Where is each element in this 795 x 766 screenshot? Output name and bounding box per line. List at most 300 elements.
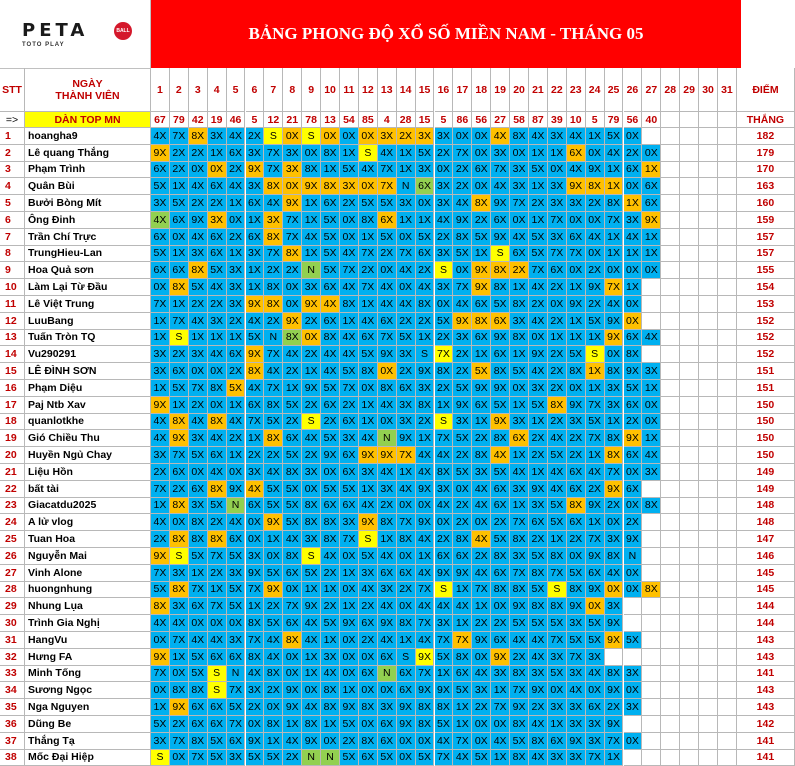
day-result-cell: 9X — [302, 733, 321, 750]
day-result-cell: N — [624, 548, 643, 565]
day-result-cell — [642, 682, 661, 699]
row-stt: 30 — [0, 615, 25, 632]
day-result-cell: 9X — [567, 733, 586, 750]
day-result-cell: 9X — [378, 615, 397, 632]
day-result-cell: 3X — [151, 447, 170, 464]
day-result-cell: 0X — [642, 397, 661, 414]
day-result-cell: 7X — [453, 145, 472, 162]
top-row-number — [661, 112, 680, 128]
day-result-cell: 2X — [529, 296, 548, 313]
member-name: Trình Gia Nghị — [25, 615, 151, 632]
day-result-cell: 7X — [510, 195, 529, 212]
member-name: A lử vlog — [25, 514, 151, 531]
day-result-cell — [661, 195, 680, 212]
day-result-cell: 4X — [491, 128, 510, 145]
day-result-cell: 8X — [586, 178, 605, 195]
day-result-cell: 6X — [378, 313, 397, 330]
day-result-cell: 1X — [510, 447, 529, 464]
day-result-cell: 5X — [151, 246, 170, 263]
day-result-cell: 1X — [227, 246, 246, 263]
header-day: 11 — [340, 68, 359, 112]
day-result-cell: 1X — [605, 178, 624, 195]
day-result-cell: 6X — [642, 195, 661, 212]
day-result-cell: 5X — [189, 447, 208, 464]
day-result-cell: 8X — [264, 397, 283, 414]
day-result-cell: 5X — [586, 615, 605, 632]
day-result-cell — [661, 246, 680, 263]
day-result-cell: 3X — [567, 716, 586, 733]
day-result-cell: 6X — [208, 246, 227, 263]
day-result-cell: 3X — [227, 632, 246, 649]
day-result-cell — [718, 582, 737, 599]
day-result-cell — [699, 229, 718, 246]
day-result-cell: 4X — [567, 162, 586, 179]
top-row-number: 19 — [208, 112, 227, 128]
day-result-cell: 5X — [283, 447, 302, 464]
day-result-cell — [624, 750, 643, 766]
day-result-cell: 7X — [189, 380, 208, 397]
day-result-cell: 1X — [605, 229, 624, 246]
day-result-cell: 9X — [605, 632, 624, 649]
day-result-cell: 4X — [321, 548, 340, 565]
day-result-cell: 3X — [359, 464, 378, 481]
day-result-cell: 3X — [567, 750, 586, 766]
day-result-cell: 1X — [151, 313, 170, 330]
day-result-cell: 9X — [302, 296, 321, 313]
day-result-cell — [680, 296, 699, 313]
day-result-cell — [661, 699, 680, 716]
day-result-cell: 9X — [567, 598, 586, 615]
day-result-cell: 0X — [378, 682, 397, 699]
member-name: Thắng Tạ — [25, 733, 151, 750]
day-result-cell: 5X — [586, 632, 605, 649]
day-result-cell: 3X — [548, 699, 567, 716]
day-result-cell: 1X — [246, 279, 265, 296]
day-result-cell: 1X — [302, 212, 321, 229]
day-result-cell — [718, 464, 737, 481]
day-result-cell — [718, 531, 737, 548]
day-result-cell — [718, 666, 737, 683]
row-stt: 5 — [0, 195, 25, 212]
member-score: 144 — [737, 598, 795, 615]
day-result-cell: 3X — [548, 750, 567, 766]
day-result-cell: 8X — [416, 397, 435, 414]
day-result-cell: 0X — [340, 632, 359, 649]
day-result-cell: 3X — [642, 464, 661, 481]
day-result-cell: 0X — [246, 531, 265, 548]
day-result-cell: 9X — [378, 346, 397, 363]
day-result-cell: 8X — [359, 363, 378, 380]
header-score: ĐIỂM — [737, 68, 795, 112]
day-result-cell: 5X — [359, 195, 378, 212]
day-result-cell: 3X — [321, 649, 340, 666]
day-result-cell: 7X — [264, 162, 283, 179]
day-result-cell: 8X — [510, 750, 529, 766]
day-result-cell: N — [264, 330, 283, 347]
day-result-cell: 6X — [491, 498, 510, 515]
day-result-cell: 9X — [586, 279, 605, 296]
day-result-cell: 3X — [435, 246, 454, 263]
day-result-cell: 2X — [548, 313, 567, 330]
day-result-cell: S — [435, 582, 454, 599]
day-result-cell: 6X — [378, 212, 397, 229]
day-result-cell: 9X — [151, 397, 170, 414]
day-result-cell: 3X — [453, 330, 472, 347]
day-result-cell: 1X — [472, 598, 491, 615]
day-result-cell: 1X — [321, 716, 340, 733]
member-score: 150 — [737, 414, 795, 431]
day-result-cell: 1X — [642, 229, 661, 246]
header-day: 15 — [416, 68, 435, 112]
day-result-cell: N — [227, 498, 246, 515]
day-result-cell: 3X — [189, 246, 208, 263]
day-result-cell: 6X — [227, 531, 246, 548]
day-result-cell: 8X — [302, 162, 321, 179]
day-result-cell: 1X — [510, 279, 529, 296]
day-result-cell: 0X — [170, 666, 189, 683]
header-day: 28 — [661, 68, 680, 112]
day-result-cell: 1X — [624, 246, 643, 263]
day-result-cell — [661, 733, 680, 750]
day-result-cell: 3X — [264, 212, 283, 229]
day-result-cell: 4X — [208, 632, 227, 649]
day-result-cell — [699, 397, 718, 414]
member-score: 154 — [737, 279, 795, 296]
day-result-cell: 2X — [548, 363, 567, 380]
member-score: 143 — [737, 699, 795, 716]
day-result-cell: 0X — [586, 598, 605, 615]
day-result-cell — [718, 649, 737, 666]
day-result-cell: 3X — [227, 279, 246, 296]
day-result-cell: 8X — [491, 262, 510, 279]
day-result-cell: 4X — [378, 548, 397, 565]
day-result-cell: 2X — [605, 699, 624, 716]
day-result-cell — [699, 615, 718, 632]
day-result-cell: 7X — [151, 666, 170, 683]
top-row-number: 67 — [151, 112, 170, 128]
day-result-cell: 3X — [340, 178, 359, 195]
day-result-cell: 9X — [151, 145, 170, 162]
day-result-cell: 6X — [321, 279, 340, 296]
day-result-cell: 7X — [264, 246, 283, 263]
day-result-cell: 3X — [283, 162, 302, 179]
logo-brand: PETA — [22, 20, 89, 41]
day-result-cell: 6X — [435, 548, 454, 565]
header-day: 24 — [586, 68, 605, 112]
day-result-cell: 4X — [453, 598, 472, 615]
row-stt: 29 — [0, 598, 25, 615]
day-result-cell: 3X — [435, 279, 454, 296]
day-result-cell: 9X — [586, 498, 605, 515]
day-result-cell: 2X — [510, 649, 529, 666]
day-result-cell: 5X — [529, 548, 548, 565]
day-result-cell: 7X — [340, 380, 359, 397]
day-result-cell — [699, 632, 718, 649]
day-result-cell: 0X — [605, 582, 624, 599]
day-result-cell: 2X — [359, 632, 378, 649]
day-result-cell: 8X — [510, 128, 529, 145]
day-result-cell: 1X — [283, 380, 302, 397]
member-name: Bưởi Bòng Mít — [25, 195, 151, 212]
day-result-cell: 2X — [472, 430, 491, 447]
member-name: Paj Ntb Xav — [25, 397, 151, 414]
day-result-cell: 8X — [283, 330, 302, 347]
row-stt: 10 — [0, 279, 25, 296]
day-result-cell: 4X — [264, 464, 283, 481]
day-result-cell: 4X — [321, 363, 340, 380]
day-result-cell: 7X — [170, 733, 189, 750]
day-result-cell: 8X — [472, 195, 491, 212]
day-result-cell: 0X — [208, 615, 227, 632]
day-result-cell: 0X — [302, 145, 321, 162]
day-result-cell: 6X — [227, 733, 246, 750]
day-result-cell — [624, 615, 643, 632]
day-result-cell: 9X — [605, 682, 624, 699]
top-row-number: 78 — [302, 112, 321, 128]
day-result-cell: 1X — [416, 548, 435, 565]
day-result-cell: 7X — [208, 548, 227, 565]
member-name: Trần Chí Trực — [25, 229, 151, 246]
day-result-cell: 1X — [208, 330, 227, 347]
day-result-cell: 4X — [359, 313, 378, 330]
day-result-cell: 5X — [378, 229, 397, 246]
day-result-cell: 1X — [529, 464, 548, 481]
day-result-cell: 3X — [246, 178, 265, 195]
day-result-cell: 9X — [151, 649, 170, 666]
day-result-cell: 9X — [491, 195, 510, 212]
day-result-cell: 0X — [208, 363, 227, 380]
day-result-cell: 6X — [378, 649, 397, 666]
day-result-cell: 8X — [208, 414, 227, 431]
day-result-cell: 0X — [472, 733, 491, 750]
day-result-cell: 2X — [283, 414, 302, 431]
day-result-cell: 6X — [208, 716, 227, 733]
day-result-cell: 3X — [151, 733, 170, 750]
day-result-cell: 7X — [264, 346, 283, 363]
day-result-cell — [642, 649, 661, 666]
day-result-cell: 0X — [359, 682, 378, 699]
day-result-cell: 1X — [227, 330, 246, 347]
day-result-cell: 2X — [321, 414, 340, 431]
day-result-cell: 9X — [246, 296, 265, 313]
day-result-cell: S — [397, 649, 416, 666]
day-result-cell: 2X — [302, 397, 321, 414]
day-result-cell: 8X — [510, 296, 529, 313]
day-result-cell: 6X — [397, 682, 416, 699]
top-row-label: DÀN TOP MN — [25, 112, 151, 128]
day-result-cell — [642, 699, 661, 716]
logo-ball-icon: BALL — [114, 22, 132, 40]
day-result-cell: 6X — [567, 229, 586, 246]
day-result-cell — [680, 430, 699, 447]
day-result-cell: 8X — [624, 346, 643, 363]
day-result-cell: 0X — [624, 262, 643, 279]
day-result-cell: 3X — [227, 565, 246, 582]
header-day: 17 — [453, 68, 472, 112]
day-result-cell: 0X — [416, 195, 435, 212]
day-result-cell: 4X — [359, 498, 378, 515]
day-result-cell: 3X — [510, 313, 529, 330]
member-name: Tuấn Tròn TQ — [25, 330, 151, 347]
day-result-cell: 0X — [227, 212, 246, 229]
day-result-cell: 1X — [302, 666, 321, 683]
day-result-cell: 9X — [605, 481, 624, 498]
day-result-cell: 6X — [378, 565, 397, 582]
day-result-cell: 1X — [378, 531, 397, 548]
day-result-cell: 9X — [378, 447, 397, 464]
day-result-cell: 2X — [529, 699, 548, 716]
day-result-cell: 1X — [170, 296, 189, 313]
day-result-cell: 1X — [605, 162, 624, 179]
day-result-cell: 4X — [397, 296, 416, 313]
day-result-cell: 2X — [453, 498, 472, 515]
day-result-cell: 9X — [321, 447, 340, 464]
day-result-cell — [661, 162, 680, 179]
day-result-cell: 5X — [208, 733, 227, 750]
day-result-cell: 0X — [586, 212, 605, 229]
day-result-cell: S — [435, 262, 454, 279]
day-result-cell — [699, 514, 718, 531]
day-result-cell: 8X — [416, 716, 435, 733]
day-result-cell: 4X — [453, 296, 472, 313]
day-result-cell — [680, 598, 699, 615]
day-result-cell: 9X — [453, 565, 472, 582]
day-result-cell: 5X — [208, 498, 227, 515]
day-result-cell: 8X — [510, 531, 529, 548]
day-result-cell: 0X — [586, 145, 605, 162]
day-result-cell: 0X — [567, 548, 586, 565]
day-result-cell: 5X — [340, 363, 359, 380]
day-result-cell: 0X — [359, 649, 378, 666]
row-stt: 12 — [0, 313, 25, 330]
day-result-cell: 3X — [586, 649, 605, 666]
day-result-cell: 7X — [567, 246, 586, 263]
day-result-cell: 0X — [378, 262, 397, 279]
day-result-cell: 2X — [586, 481, 605, 498]
day-result-cell: 1X — [340, 145, 359, 162]
day-result-cell: 5X — [529, 229, 548, 246]
member-name: Nhung Lụa — [25, 598, 151, 615]
day-result-cell: 6X — [283, 565, 302, 582]
day-result-cell: 4X — [340, 246, 359, 263]
day-result-cell: 4X — [170, 615, 189, 632]
day-result-cell — [680, 246, 699, 263]
day-result-cell: 8X — [208, 481, 227, 498]
day-result-cell: 1X — [359, 296, 378, 313]
day-result-cell: 2X — [264, 313, 283, 330]
day-result-cell: 9X — [529, 346, 548, 363]
day-result-cell: 6X — [567, 145, 586, 162]
day-result-cell: 1X — [151, 330, 170, 347]
day-result-cell: 3X — [510, 481, 529, 498]
day-result-cell: 4X — [246, 666, 265, 683]
member-name: bất tài — [25, 481, 151, 498]
row-stt: 20 — [0, 447, 25, 464]
day-result-cell: 2X — [416, 414, 435, 431]
day-result-cell: S — [548, 582, 567, 599]
day-result-cell: 2X — [435, 145, 454, 162]
day-result-cell: 0X — [208, 162, 227, 179]
day-result-cell: 2X — [227, 430, 246, 447]
day-result-cell — [661, 447, 680, 464]
day-result-cell: 2X — [548, 380, 567, 397]
day-result-cell: 2X — [321, 598, 340, 615]
day-result-cell — [718, 380, 737, 397]
day-result-cell: 1X — [170, 178, 189, 195]
day-result-cell: 1X — [302, 582, 321, 599]
day-result-cell: 0X — [624, 498, 643, 515]
day-result-cell: 0X — [435, 162, 454, 179]
day-result-cell: 3X — [359, 565, 378, 582]
row-stt: 7 — [0, 229, 25, 246]
day-result-cell: 7X — [605, 733, 624, 750]
day-result-cell: 2X — [151, 531, 170, 548]
member-score: 179 — [737, 145, 795, 162]
day-result-cell — [718, 128, 737, 145]
day-result-cell: 2X — [453, 346, 472, 363]
day-result-cell: 5X — [472, 363, 491, 380]
day-result-cell: 6X — [491, 632, 510, 649]
day-result-cell: 2X — [453, 447, 472, 464]
day-result-cell: 1X — [453, 699, 472, 716]
day-result-cell — [661, 750, 680, 766]
day-result-cell: 9X — [605, 615, 624, 632]
day-result-cell: 2X — [416, 262, 435, 279]
day-result-cell — [699, 498, 718, 515]
day-result-cell: 2X — [302, 346, 321, 363]
day-result-cell: 1X — [397, 464, 416, 481]
day-result-cell: 5X — [321, 262, 340, 279]
day-result-cell: 2X — [397, 313, 416, 330]
day-result-cell: 2X — [227, 313, 246, 330]
day-result-cell: 6X — [340, 447, 359, 464]
day-result-cell — [661, 649, 680, 666]
day-result-cell: 8X — [170, 498, 189, 515]
day-result-cell: 8X — [208, 531, 227, 548]
day-result-cell: 8X — [302, 716, 321, 733]
day-result-cell: 4X — [472, 481, 491, 498]
day-result-cell: 0X — [586, 682, 605, 699]
day-result-cell: 4X — [529, 632, 548, 649]
member-name: hoangha9 — [25, 128, 151, 145]
day-result-cell: 6X — [567, 514, 586, 531]
day-result-cell: 0X — [510, 145, 529, 162]
day-result-cell: 8X — [302, 498, 321, 515]
day-result-cell — [661, 565, 680, 582]
day-result-cell: 4X — [548, 481, 567, 498]
day-result-cell — [718, 548, 737, 565]
day-result-cell: 3X — [567, 666, 586, 683]
day-result-cell: 2X — [264, 447, 283, 464]
day-result-cell — [642, 565, 661, 582]
day-result-cell: 9X — [246, 565, 265, 582]
day-result-cell — [718, 733, 737, 750]
day-result-cell: 5X — [151, 178, 170, 195]
day-result-cell: 8X — [321, 178, 340, 195]
day-result-cell: 9X — [491, 414, 510, 431]
day-result-cell: 2X — [170, 716, 189, 733]
top-row-number: 27 — [491, 112, 510, 128]
day-result-cell: 8X — [548, 397, 567, 414]
header-day: 21 — [529, 68, 548, 112]
day-result-cell: 8X — [189, 733, 208, 750]
day-result-cell: 5X — [510, 733, 529, 750]
day-result-cell — [642, 481, 661, 498]
day-result-cell: 5X — [283, 481, 302, 498]
day-result-cell — [680, 733, 699, 750]
day-result-cell: 6X — [359, 330, 378, 347]
day-result-cell — [624, 716, 643, 733]
